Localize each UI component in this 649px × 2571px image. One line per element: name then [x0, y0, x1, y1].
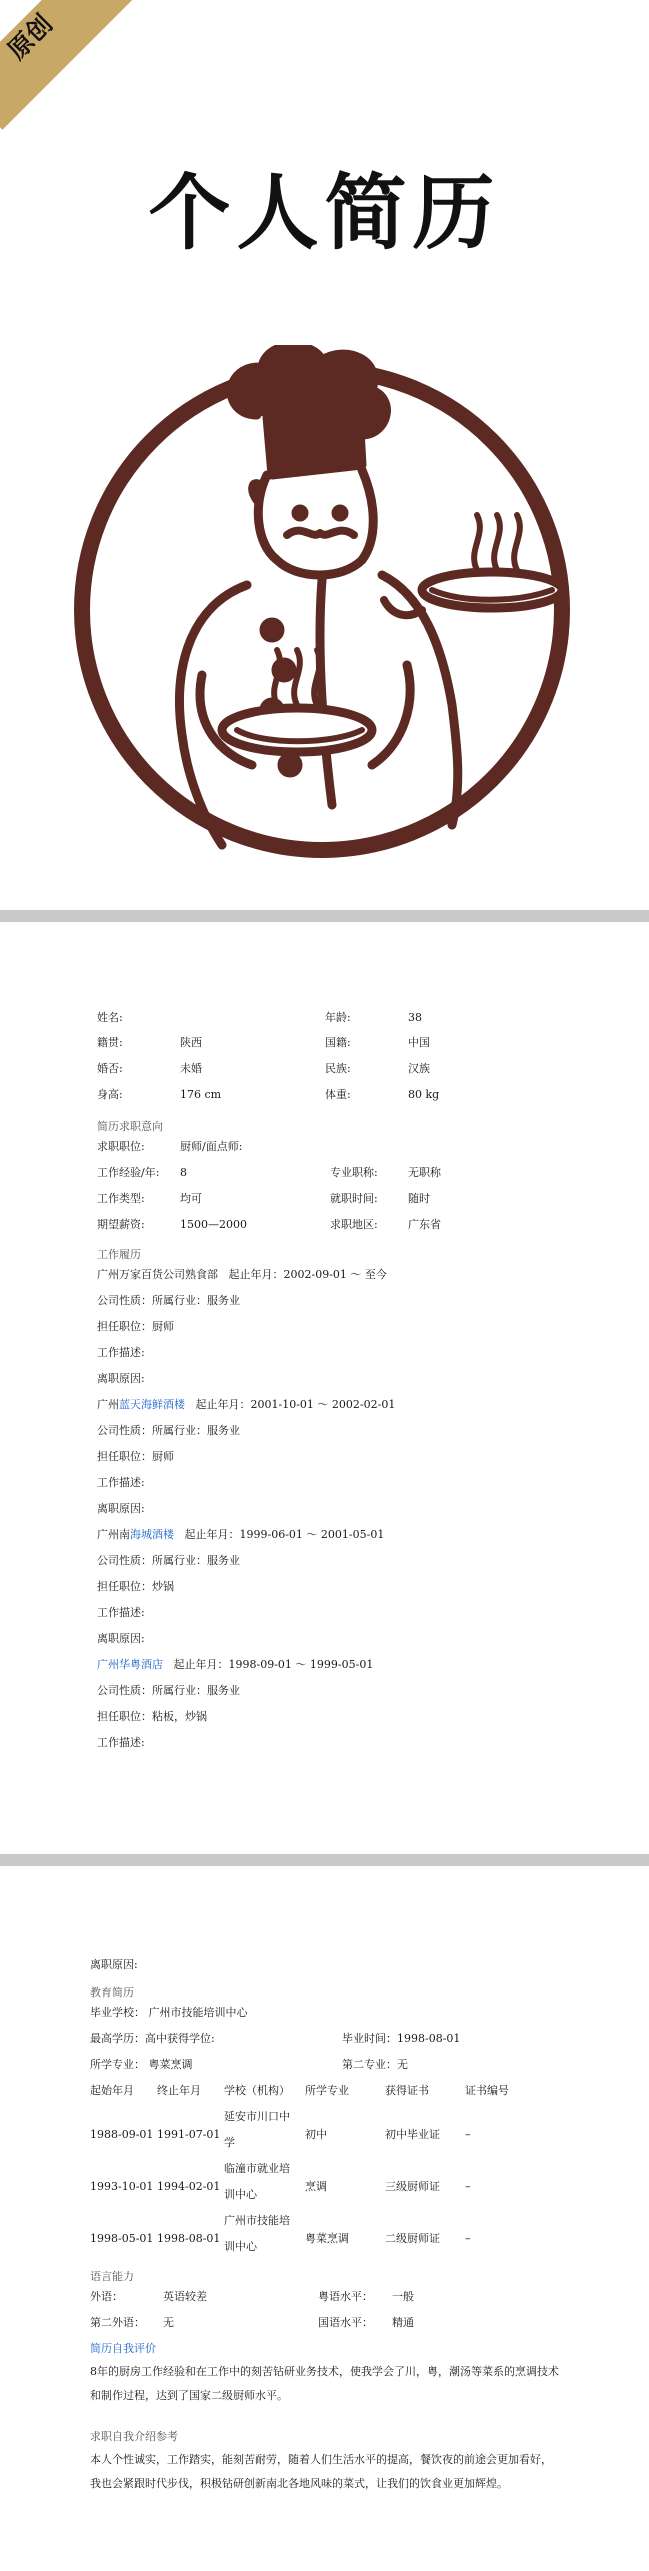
name-label: 姓名: [97, 1011, 123, 1024]
table-cell: 粤菜烹调 [305, 2232, 349, 2245]
page-title: 个人简历 [148, 166, 501, 261]
job-company: 广州华粤酒店 起止年月：1998-09-01 ～ 1999-05-01 [97, 1658, 374, 1671]
table-cell: 1988-09-01 [90, 2128, 154, 2141]
job-leave: 离职原因: [90, 1958, 138, 1971]
age-value: 38 [408, 1011, 422, 1024]
age-label: 年龄: [325, 1011, 351, 1024]
column-header: 证书编号 [465, 2084, 509, 2097]
intro-heading: 求职自我介绍参考 [90, 2430, 178, 2443]
job-role: 担任职位：炒锅 [97, 1580, 174, 1593]
job-leave: 离职原因: [97, 1502, 145, 1515]
foreign-value: 英语较差 [163, 2290, 207, 2303]
table-cell: 学 [224, 2136, 235, 2149]
region-label: 求职地区: [330, 1218, 378, 1231]
second-lang-value: 无 [163, 2316, 174, 2329]
column-header: 起始年月 [90, 2084, 134, 2097]
available-value: 随时 [408, 1192, 430, 1205]
table-cell: – [465, 2232, 471, 2245]
table-cell: 1998-05-01 [90, 2232, 154, 2245]
job-company: 广州南海城酒楼 起止年月：1999-06-01 ～ 2001-05-01 [97, 1528, 385, 1541]
original-badge-label: 原创 [2, 9, 59, 65]
salary-value: 1500—2000 [180, 1218, 247, 1231]
ethnic-label: 民族: [325, 1062, 351, 1075]
language-heading: 语言能力 [90, 2270, 134, 2283]
column-header: 获得证书 [385, 2084, 429, 2097]
mandarin-label: 国语水平： [318, 2316, 373, 2329]
nationality-value: 中国 [408, 1036, 430, 1049]
marital-label: 婚否: [97, 1062, 123, 1075]
exp-value: 8 [180, 1166, 187, 1179]
education-heading: 教育简历 [90, 1986, 134, 1999]
table-cell: 临潼市就业培 [224, 2162, 290, 2175]
table-cell: 训中心 [224, 2240, 257, 2253]
salary-label: 期望薪资: [97, 1218, 145, 1231]
second-major-line: 第二专业：无 [342, 2058, 408, 2071]
table-cell: 训中心 [224, 2188, 257, 2201]
height-value: 176 cm [180, 1088, 222, 1101]
job-role: 担任职位：粘板，炒锅 [97, 1710, 207, 1723]
column-header: 学校（机构） [224, 2084, 290, 2097]
intro-text: 本人个性诚实，工作踏实，能刻苦耐劳，随着人们生活水平的提高，餐饮夜的前途会更加看好，我也会紧跟时代步伐，积极钻研创新南北各地风味的菜式，让我们的饮食业更加辉煌。 [90, 2453, 552, 2490]
table-cell: 二级厨师证 [385, 2232, 440, 2245]
type-label: 工作类型: [97, 1192, 145, 1205]
origin-value: 陕西 [180, 1036, 202, 1049]
table-cell: 1994-02-01 [157, 2180, 221, 2193]
marital-value: 未婚 [180, 1062, 202, 1075]
company-link[interactable]: 蓝天海鲜酒楼 [119, 1398, 185, 1411]
position-value: 厨师/面点师: [180, 1140, 243, 1153]
job-company: 广州蓝天海鲜酒楼 起止年月：2001-10-01 ～ 2002-02-01 [97, 1398, 396, 1411]
column-header: 终止年月 [157, 2084, 201, 2097]
job-nature: 公司性质：所属行业：服务业 [97, 1294, 240, 1307]
cover-page [0, 0, 649, 910]
table-cell: 广州市技能培 [224, 2214, 290, 2227]
job-nature: 公司性质：所属行业：服务业 [97, 1684, 240, 1697]
table-cell: 1993-10-01 [90, 2180, 154, 2193]
column-header: 所学专业 [305, 2084, 349, 2097]
resume-page-2 [0, 922, 649, 1854]
table-cell: – [465, 2128, 471, 2141]
position-label: 求职职位: [97, 1140, 145, 1153]
region-value: 广东省 [408, 1218, 441, 1231]
table-cell: 初中毕业证 [385, 2128, 440, 2141]
prof-title-label: 专业职称: [330, 1166, 378, 1179]
self-eval-text: 8年的厨房工作经验和在工作中的刻苦钻研业务技术，使我学会了川，粤，潮汤等菜系的烹调技术和制作过程，达到了国家二级厨师水平。 [90, 2365, 559, 2402]
company-link[interactable]: 广州华粤酒店 [97, 1658, 163, 1671]
prof-title-value: 无职称 [408, 1166, 441, 1179]
second-lang-label: 第二外语： [90, 2316, 145, 2329]
experience-heading: 工作履历 [97, 1248, 141, 1261]
table-cell: 1991-07-01 [157, 2128, 221, 2141]
job-role: 担任职位：厨师 [97, 1320, 174, 1333]
job-role: 担任职位：厨师 [97, 1450, 174, 1463]
major-line: 所学专业： 粤菜烹调 [90, 2058, 193, 2071]
type-value: 均可 [180, 1192, 202, 1205]
table-cell: 1998-08-01 [157, 2232, 221, 2245]
weight-value: 80 kg [408, 1088, 440, 1101]
job-nature: 公司性质：所属行业：服务业 [97, 1424, 240, 1437]
foreign-label: 外语： [90, 2290, 123, 2303]
job-desc: 工作描述: [97, 1476, 145, 1489]
chef-logo-icon [72, 345, 582, 865]
cantonese-label: 粤语水平： [318, 2290, 373, 2303]
origin-label: 籍贯: [97, 1036, 123, 1049]
job-desc: 工作描述: [97, 1736, 145, 1749]
cantonese-value: 一般 [392, 2290, 414, 2303]
job-nature: 公司性质：所属行业：服务业 [97, 1554, 240, 1567]
table-cell: 烹调 [305, 2180, 327, 2193]
job-leave: 离职原因: [97, 1632, 145, 1645]
job-desc: 工作描述: [97, 1346, 145, 1359]
job-company: 广州万家百货公司熟食部 起止年月：2002-09-01 ～ 至今 [97, 1268, 387, 1281]
available-label: 就职时间: [330, 1192, 378, 1205]
grad-line: 毕业时间：1998-08-01 [342, 2032, 461, 2045]
exp-label: 工作经验/年: [97, 1166, 160, 1179]
mandarin-value: 精通 [392, 2316, 414, 2329]
nationality-label: 国籍: [325, 1036, 351, 1049]
table-cell: 三级厨师证 [385, 2180, 440, 2193]
ethnic-value: 汉族 [408, 1062, 430, 1075]
job-desc: 工作描述: [97, 1606, 145, 1619]
weight-label: 体重: [325, 1088, 351, 1101]
intent-heading: 简历求职意向 [97, 1120, 163, 1133]
height-label: 身高: [97, 1088, 123, 1101]
resume-page-3 [0, 1866, 649, 2571]
company-link[interactable]: 海城酒楼 [130, 1528, 174, 1541]
degree-line: 最高学历：高中获得学位: [90, 2032, 215, 2045]
table-cell: – [465, 2180, 471, 2193]
school-line: 毕业学校： 广州市技能培训中心 [90, 2006, 248, 2019]
table-cell: 延安市川口中 [224, 2110, 290, 2123]
self-eval-heading[interactable]: 简历自我评价 [90, 2342, 156, 2355]
table-cell: 初中 [305, 2128, 327, 2141]
job-leave: 离职原因: [97, 1372, 145, 1385]
